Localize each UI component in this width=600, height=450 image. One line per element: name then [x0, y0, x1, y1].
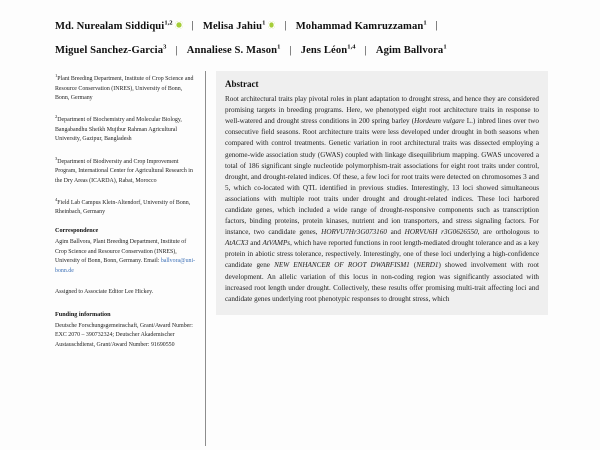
gene-name: AtACX3	[225, 239, 249, 248]
abstract-body	[225, 94, 539, 305]
body-columns	[55, 71, 548, 446]
author-affiliation-marker: 1	[423, 19, 427, 26]
correspondence-email-link[interactable]: ballvora@uni-bonn.de	[55, 258, 196, 274]
affiliation-item	[55, 195, 196, 218]
author-entry	[296, 21, 427, 32]
affiliation-marker: 1	[55, 73, 58, 79]
gene-name: AtVAMPs	[262, 239, 291, 248]
affiliation-marker: 3	[55, 155, 58, 161]
author-entry	[187, 45, 281, 56]
author-affiliation-marker: 1,4	[347, 43, 356, 51]
author-name: Md. Nurealam Siddiqui	[55, 20, 165, 32]
author-list	[55, 8, 548, 61]
author-entry	[203, 21, 275, 32]
associate-editor-note: Assigned to Associate Editor Lee Hickey.	[55, 289, 154, 296]
author-separator: |	[289, 43, 292, 56]
abstract-part: and	[248, 239, 263, 248]
abstract-part: , which have reported functions in root length-mediated drought tolerance and as a key protein in abiotic stress tolerance, respectively. Interestingly, one of these loci underlying a high-confidence candidate gene	[225, 239, 539, 270]
author-name: Agim Ballvora	[375, 45, 444, 57]
gene-name: NEW ENHANCER OF ROOT DWARFISM1	[274, 261, 410, 270]
affiliation-text: Plant Breeding Department, Institute of Crop Science and Resource Conservation (INRES), University of Bonn, Bonn, Germany	[55, 76, 194, 102]
author-affiliation-marker: 1	[277, 43, 281, 51]
author-entry	[376, 45, 447, 56]
affiliation-item	[55, 71, 196, 104]
author-separator: |	[175, 43, 178, 56]
correspondence-text	[55, 238, 196, 276]
author-affiliation-marker: 1,2	[164, 19, 173, 26]
orcid-icon[interactable]	[175, 21, 183, 29]
abstract-part: , are orthologous to	[477, 228, 539, 237]
affiliation-marker: 4	[55, 196, 58, 202]
affiliation-marker: 2	[55, 114, 58, 120]
affiliation-item	[55, 154, 196, 187]
author-entry	[301, 45, 356, 56]
author-name: Melisa Jahiu	[202, 20, 263, 32]
affiliation-text: Field Lab Campus Klein-Altendorf, University of Bonn, Rheinbach, Germany	[55, 199, 191, 216]
author-separator: |	[284, 19, 287, 32]
abstract-part: and	[386, 228, 405, 237]
gene-name: HORVU7Hr3G073160	[321, 228, 387, 237]
author-line-1	[55, 12, 548, 37]
author-name: Annaliese S. Mason	[186, 45, 278, 57]
abstract-part: Root architectural traits play pivotal roles in plant adaptation to drought stress, and hence they are considered promising targets in breeding programs. Here, we phenotyped eight root architecture traits in response to well-watered and drought stress conditions in 200 spring barley (	[225, 95, 539, 126]
abstract-part: L.) inbred lines over two consecutive field seasons. Root architecture traits were less developed under drought in both seasons when compared with control treatments. Genetic variation in root architectural traits was dissected employing a genome-wide association study (GWAS) coupled with linkage disequilibrium mapping. GWAS uncovered a total of 186 significant single nucleotide polymorphism-trait associations for eight root traits under control, drought, and drought-related indices. Of these, a few loci for root traits were detected on chromosomes 3 and 5, which co-located with QTL identified in previous studies. Interestingly, 13 loci showed simultaneous associations with multiple root traits under drought and drought-related indices. These loci harbored candidate genes, which included a wide range of drought-responsive components such as transcription factors, binding proteins, protein kinases, nutrient and ion transporters, and stress signaling factors. For instance, two candidate genes,	[225, 117, 540, 237]
author-affiliation-marker: 1	[262, 19, 266, 26]
author-name: Jens Léon	[300, 45, 348, 57]
author-name: Miguel Sanchez-Garcia	[55, 45, 164, 57]
author-separator: |	[364, 43, 367, 56]
affiliation-item	[55, 112, 196, 145]
affiliation-text: Department of Biodiversity and Crop Improvement Program, International Center for Agricultural Research in the Dry Areas (ICARDA), Rabat, Morocco	[55, 158, 193, 184]
species-name: Hordeum vulgare	[414, 117, 465, 126]
gene-name: HORVU6H r3G0626550	[404, 228, 478, 237]
affiliation-text: Department of Biochemistry and Molecular Biology, Bangabandhu Sheikh Mujibur Rahman Agricultural University, Gazipur, Bangladesh	[55, 117, 182, 143]
correspondence-address: Agim Ballvora, Plant Breeding Department, Institute of Crop Science and Resource Conservation (INRES), University of Bonn, Bonn, Germany.	[55, 239, 187, 265]
email-label: Email:	[143, 258, 160, 265]
gene-name: NERD1	[416, 261, 439, 270]
author-separator: |	[191, 19, 194, 32]
abstract-column	[206, 71, 548, 446]
abstract-part: ) showed involvement with root development. An allelic variation of this locus in non-coding region was significantly associated with increased root length under drought. Collectively, these results offer promising multi-trait affecting loci and candidate genes underlying root phenotypic responses to drought stress, which	[225, 261, 539, 303]
abstract-part: (	[409, 261, 417, 270]
funding-heading: Funding information	[55, 311, 111, 319]
funding-text: Deutsche Forschungsgemeinschaft, Grant/Award Number: EXC 2070 – 390732324; Deutscher Akademischer Austauschdienst, Grant/Award Number: 91690550	[55, 322, 193, 348]
author-entry	[55, 21, 183, 32]
author-affiliation-marker: 3	[163, 43, 167, 51]
author-name: Mohammad Kamruzzaman	[295, 20, 424, 32]
abstract-box	[216, 71, 548, 315]
author-entry	[55, 45, 166, 56]
author-separator: |	[435, 19, 438, 32]
author-affiliation-marker: 1	[443, 43, 447, 51]
author-line-2	[55, 37, 548, 62]
orcid-icon[interactable]	[268, 21, 276, 29]
correspondence-heading: Correspondence	[55, 227, 99, 235]
metadata-column	[55, 71, 205, 446]
abstract-title: Abstract	[225, 79, 259, 90]
